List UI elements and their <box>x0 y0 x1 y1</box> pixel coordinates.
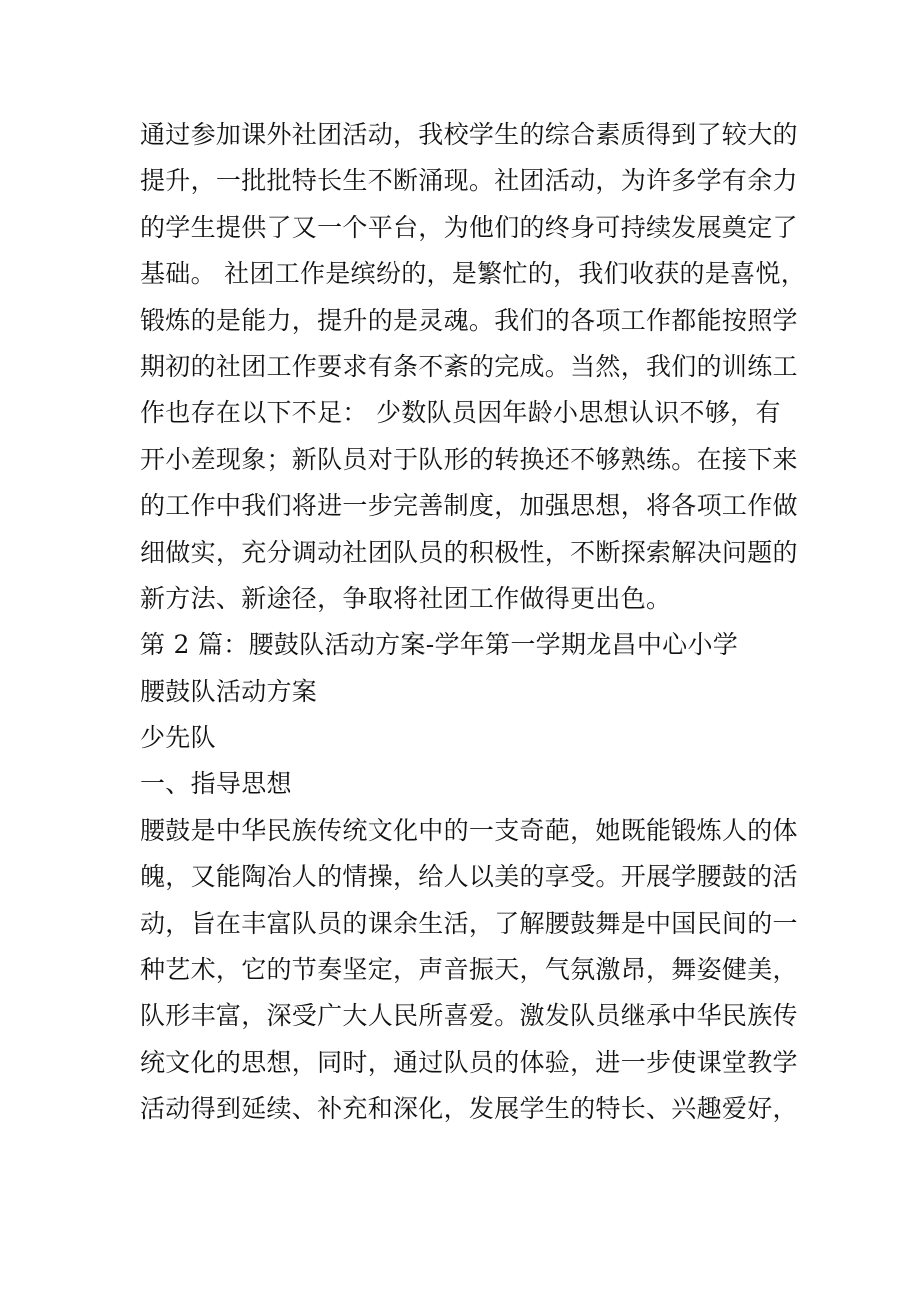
text-line: 队形丰富，深受广大人民所喜爱。激发队员继承中华民族传 <box>140 1001 798 1031</box>
text-line: 的学生提供了又一个平台，为他们的终身可持续发展奠定了 <box>140 212 798 242</box>
text-line: 期初的社团工作要求有条不紊的完成。当然，我们的训练工 <box>140 351 798 381</box>
text-line: 开小差现象；新队员对于队形的转换还不够熟练。在接下来 <box>140 444 798 474</box>
text-line: 锻炼的是能力，提升的是灵魂。我们的各项工作都能按照学 <box>140 305 798 335</box>
organization-label: 少先队 <box>140 723 216 753</box>
section-heading: 第 2 篇：腰鼓队活动方案-学年第一学期龙昌中心小学 <box>140 630 739 660</box>
document-body <box>140 112 807 1133</box>
text-line: 新方法、新途径，争取将社团工作做得更出色。 <box>140 583 672 613</box>
text-line: 种艺术，它的节奏坚定，声音振天，气氛激昂，舞姿健美， <box>140 955 798 985</box>
text-line: 腰鼓是中华民族传统文化中的一支奇葩，她既能锻炼人的体 <box>140 815 798 845</box>
text-line: 提升，一批批特长生不断涌现。社团活动，为许多学有余力 <box>140 166 798 196</box>
text-line: 的工作中我们将进一步完善制度，加强思想，将各项工作做 <box>140 491 798 521</box>
text-line: 动，旨在丰富队员的课余生活，了解腰鼓舞是中国民间的一 <box>140 908 798 938</box>
subsection-heading: 一、指导思想 <box>140 769 292 799</box>
text-line: 通过参加课外社团活动，我校学生的综合素质得到了较大的 <box>140 120 798 149</box>
document-title: 腰鼓队活动方案 <box>140 676 318 706</box>
text-line: 基础。 社团工作是缤纷的，是繁忙的，我们收获的是喜悦， <box>140 259 807 289</box>
text-line: 活动得到延续、补充和深化，发展学生的特长、兴趣爱好， <box>140 1094 798 1124</box>
text-line: 魄，又能陶冶人的情操，给人以美的享受。开展学腰鼓的活 <box>140 862 798 892</box>
text-line: 细做实，充分调动社团队员的积极性，不断探索解决问题的 <box>140 537 798 567</box>
text-line: 统文化的思想，同时，通过队员的体验，进一步使课堂教学 <box>140 1047 798 1077</box>
text-line: 作也存在以下不足： 少数队员因年龄小思想认识不够，有 <box>140 398 781 428</box>
